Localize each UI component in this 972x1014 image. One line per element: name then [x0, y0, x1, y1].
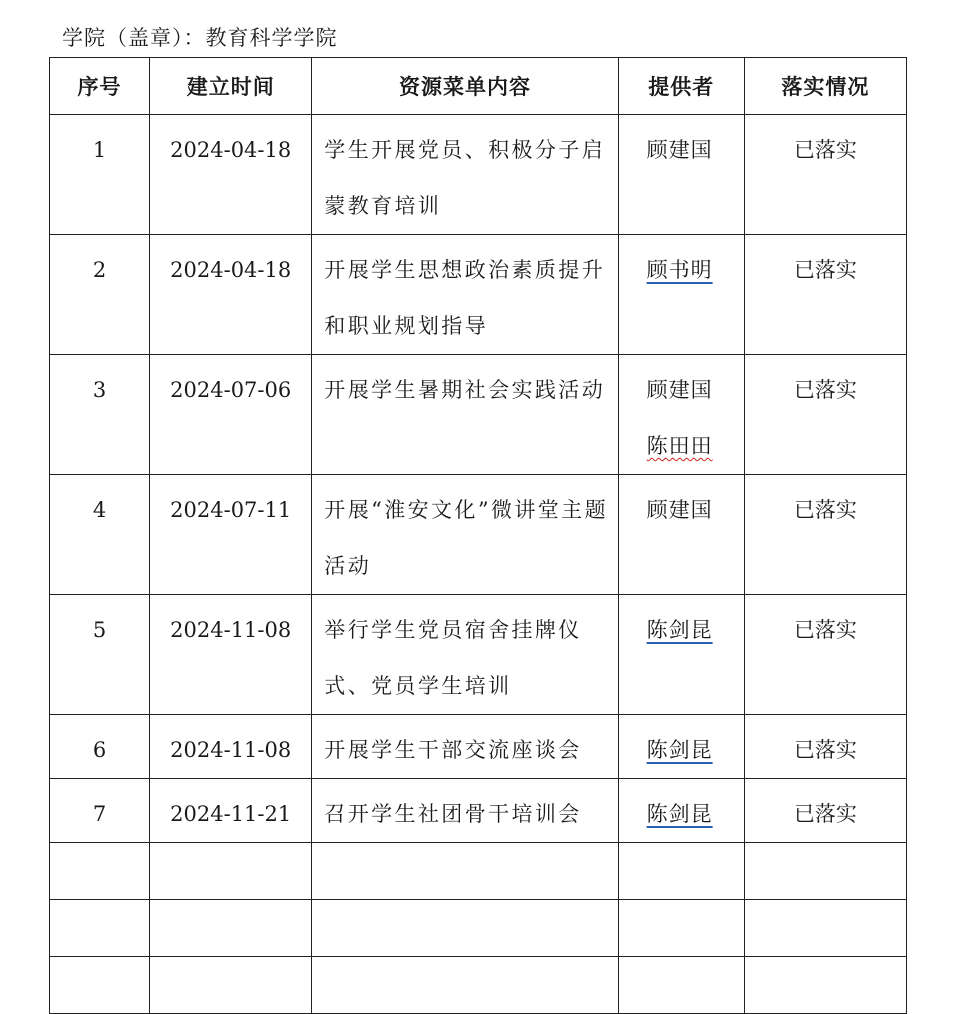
column-header-content: 资源菜单内容 — [312, 58, 618, 115]
row-no-cell — [50, 475, 150, 595]
row-content: 举行学生党员宿舍挂牌仪式、党员学生培训 — [324, 618, 582, 698]
row-no-cell — [50, 355, 150, 475]
row-no-cell — [50, 779, 150, 843]
row-content-cell — [312, 355, 618, 475]
provider-name: 陈剑昆 — [646, 618, 713, 642]
row-status: 已落实 — [793, 802, 857, 826]
row-status: 已落实 — [793, 498, 857, 522]
empty-cell — [744, 957, 906, 1014]
provider-name: 陈剑昆 — [646, 802, 713, 826]
row-no-cell — [50, 115, 150, 235]
row-date: 2024-04-18 — [170, 138, 292, 162]
row-date: 2024-04-18 — [170, 258, 292, 282]
provider-name: 顾建国 — [646, 378, 713, 402]
empty-cell — [744, 900, 906, 957]
row-provider-cell — [618, 355, 744, 475]
row-status: 已落实 — [793, 258, 857, 282]
row-date: 2024-11-21 — [170, 802, 292, 826]
column-header-no: 序号 — [50, 58, 150, 115]
provider-name: 顾书明 — [646, 258, 713, 282]
row-date-cell — [150, 475, 312, 595]
provider-name: 陈剑昆 — [646, 738, 713, 762]
row-no: 1 — [92, 138, 107, 162]
resource-menu-table — [49, 57, 907, 1014]
row-date-cell — [150, 595, 312, 715]
empty-cell — [312, 957, 618, 1014]
row-status: 已落实 — [793, 138, 857, 162]
row-content-cell — [312, 715, 618, 779]
empty-cell — [150, 843, 312, 900]
empty-cell — [50, 843, 150, 900]
row-date: 2024-07-06 — [170, 378, 292, 402]
empty-cell — [150, 957, 312, 1014]
row-provider-cell — [618, 235, 744, 355]
empty-cell — [312, 900, 618, 957]
row-status-cell — [744, 355, 906, 475]
row-date: 2024-11-08 — [170, 738, 292, 762]
row-content: 召开学生社团骨干培训会 — [324, 802, 582, 826]
row-status-cell — [744, 779, 906, 843]
row-date-cell — [150, 235, 312, 355]
empty-cell — [618, 900, 744, 957]
empty-table-row — [50, 843, 907, 900]
provider-name: 顾建国 — [646, 498, 713, 522]
row-content-cell — [312, 779, 618, 843]
row-provider-cell — [618, 475, 744, 595]
empty-table-row — [50, 900, 907, 957]
row-content: 开展“淮安文化”微讲堂主题活动 — [324, 498, 608, 578]
row-status-cell — [744, 475, 906, 595]
row-no: 5 — [92, 618, 107, 642]
row-no: 6 — [92, 738, 107, 762]
row-content-cell — [312, 475, 618, 595]
empty-cell — [50, 957, 150, 1014]
column-header-date: 建立时间 — [150, 58, 312, 115]
row-content-cell — [312, 115, 618, 235]
row-date-cell — [150, 115, 312, 235]
row-status: 已落实 — [793, 378, 857, 402]
provider-name: 陈田田 — [646, 434, 713, 458]
row-provider-cell — [618, 779, 744, 843]
row-no: 7 — [92, 802, 107, 826]
row-content-cell — [312, 235, 618, 355]
row-no: 3 — [92, 378, 107, 402]
row-no: 2 — [92, 258, 107, 282]
row-no: 4 — [92, 498, 107, 522]
row-provider-cell — [618, 115, 744, 235]
row-status: 已落实 — [793, 618, 857, 642]
college-seal-label: 学院（盖章）：教育科学学院 — [62, 26, 338, 50]
table-row — [50, 355, 907, 475]
row-content: 开展学生思想政治素质提升和职业规划指导 — [324, 258, 606, 338]
empty-cell — [50, 900, 150, 957]
row-status-cell — [744, 595, 906, 715]
row-date: 2024-07-11 — [170, 498, 292, 522]
table-row — [50, 595, 907, 715]
row-date-cell — [150, 355, 312, 475]
table-row — [50, 115, 907, 235]
empty-cell — [744, 843, 906, 900]
empty-cell — [150, 900, 312, 957]
column-header-status: 落实情况 — [744, 58, 906, 115]
row-no-cell — [50, 595, 150, 715]
row-date: 2024-11-08 — [170, 618, 292, 642]
row-status-cell — [744, 235, 906, 355]
row-date-cell — [150, 715, 312, 779]
empty-cell — [618, 843, 744, 900]
row-no-cell — [50, 235, 150, 355]
table-row — [50, 475, 907, 595]
empty-cell — [312, 843, 618, 900]
empty-table-row — [50, 957, 907, 1014]
row-content: 学生开展党员、积极分子启蒙教育培训 — [324, 138, 606, 218]
table-row — [50, 779, 907, 843]
column-header-provider: 提供者 — [618, 58, 744, 115]
row-content: 开展学生暑期社会实践活动 — [324, 378, 606, 402]
row-provider-cell — [618, 595, 744, 715]
row-content-cell — [312, 595, 618, 715]
row-status-cell — [744, 115, 906, 235]
row-status: 已落实 — [793, 738, 857, 762]
row-content: 开展学生干部交流座谈会 — [324, 738, 582, 762]
row-date-cell — [150, 779, 312, 843]
table-row — [50, 235, 907, 355]
provider-name: 顾建国 — [646, 138, 713, 162]
empty-cell — [618, 957, 744, 1014]
